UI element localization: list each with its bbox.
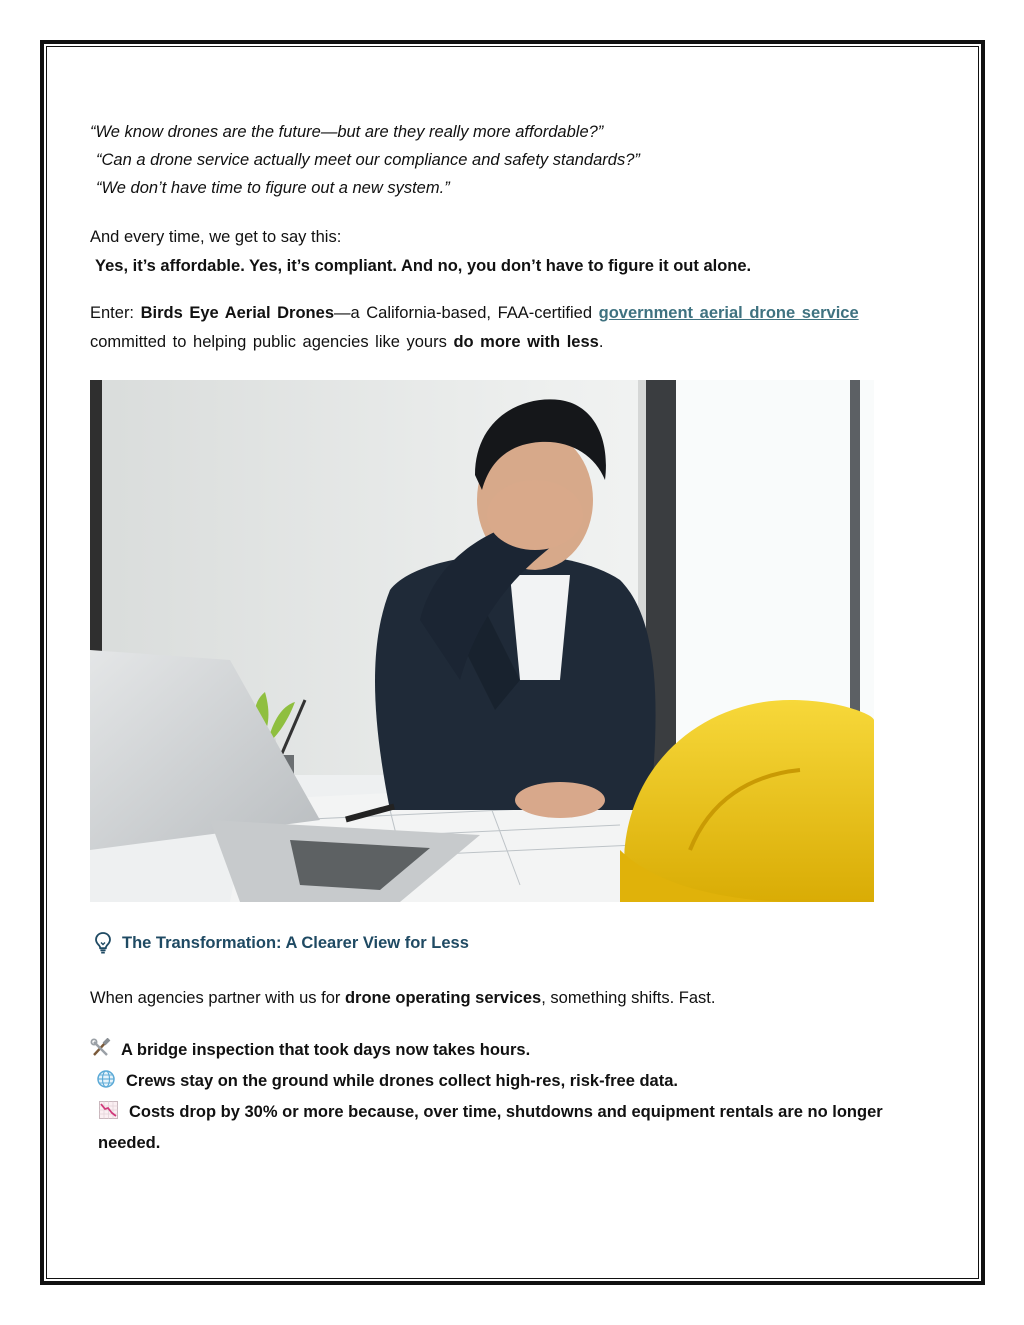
response-answer: Yes, it’s affordable. Yes, it’s compliant. And no, you don’t have to figure it out alone. — [95, 257, 752, 275]
do-more-with-less: do more with less — [453, 333, 599, 351]
quote-time: “We don’t have time to figure out a new system.” — [96, 179, 450, 197]
benefit-item — [90, 1066, 935, 1097]
enter-prefix: Enter: — [90, 304, 141, 322]
section-intro-suffix: , something shifts. Fast. — [541, 989, 716, 1007]
government-drone-service-link[interactable]: government aerial drone service — [598, 304, 859, 322]
company-name: Birds Eye Aerial Drones — [140, 304, 334, 322]
enter-paragraph — [90, 299, 935, 357]
enter-middle: —a California-based, FAA-certified — [334, 304, 599, 322]
section-heading — [90, 930, 469, 956]
chart-decreasing-icon — [98, 1100, 120, 1120]
drone-operating-services: drone operating services — [344, 989, 542, 1007]
benefits-list — [90, 1035, 935, 1159]
quote-affordability: “We know drones are the future—but are they really more affordable?” — [90, 123, 604, 141]
section-heading-text: The Transformation: A Clearer View for Less — [122, 933, 469, 952]
benefit-text: Costs drop by 30% or more because, over time, shutdowns and equipment rentals are no longer needed. — [98, 1103, 883, 1152]
section-intro — [90, 984, 715, 1012]
enter-line2-suffix: . — [598, 333, 604, 351]
globe-icon — [95, 1069, 117, 1089]
benefit-item — [90, 1097, 935, 1159]
stressed-businessman-photo — [90, 380, 874, 902]
response-intro: And every time, we get to say this: — [90, 228, 342, 246]
benefit-text: Crews stay on the ground while drones collect high-res, risk-free data. — [126, 1072, 678, 1090]
quote-compliance: “Can a drone service actually meet our compliance and safety standards?” — [96, 151, 640, 169]
section-intro-prefix: When agencies partner with us for — [90, 989, 345, 1007]
hammer-wrench-icon — [90, 1038, 112, 1058]
benefit-text: A bridge inspection that took days now takes hours. — [121, 1041, 531, 1059]
benefit-item — [90, 1035, 935, 1066]
enter-line2-prefix: committed to helping public agencies like yours — [90, 333, 454, 351]
document-body — [90, 118, 935, 357]
lightbulb-icon — [90, 930, 116, 956]
